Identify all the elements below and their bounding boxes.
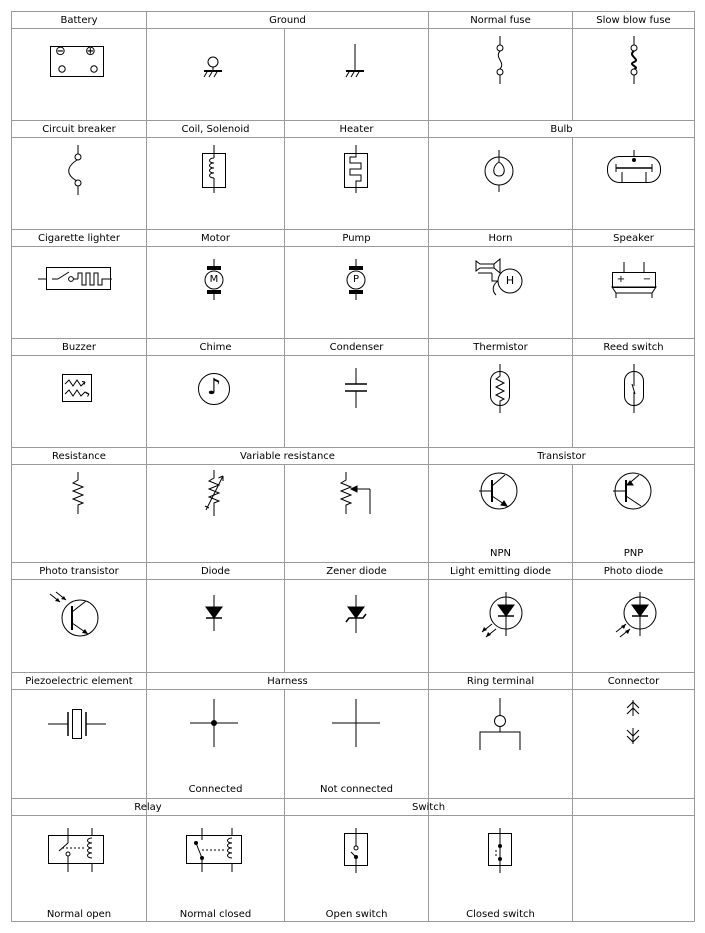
bulb-double-symbol — [604, 148, 664, 192]
ground-earth-symbol — [340, 42, 370, 82]
header-horn: Horn — [488, 233, 513, 244]
open-switch-symbol — [341, 826, 371, 876]
caption-normal-open: Normal open — [46, 909, 112, 920]
header-cigarette-lighter: Cigarette lighter — [38, 233, 120, 244]
header-zener-diode: Zener diode — [326, 566, 387, 577]
harness-connected-symbol — [189, 698, 239, 748]
header-connector: Connector — [607, 676, 660, 687]
thermistor-symbol — [486, 362, 514, 414]
header-heater: Heater — [339, 124, 374, 135]
zener-diode-symbol — [344, 593, 368, 635]
horn-letter: H — [505, 274, 515, 287]
header-motor: Motor — [201, 233, 230, 244]
variable-resistance-symbol — [202, 468, 228, 518]
bulb-single-symbol — [482, 148, 516, 194]
header-switch: Switch — [411, 802, 446, 813]
header-photo-transistor: Photo transistor — [39, 566, 119, 577]
battery-minus-icon: ⊖ — [55, 44, 66, 59]
harness-not-connected-symbol — [331, 698, 381, 748]
caption-closed-switch: Closed switch — [466, 909, 535, 920]
slow-blow-fuse-symbol — [622, 34, 646, 86]
header-photo-diode: Photo diode — [603, 566, 664, 577]
caption-connected: Connected — [188, 784, 243, 795]
ring-terminal-symbol — [477, 696, 523, 752]
header-buzzer: Buzzer — [62, 342, 96, 353]
connector-symbol — [623, 698, 643, 748]
photo-diode-symbol — [610, 592, 662, 640]
battery-plus-icon: ⊕ — [85, 44, 96, 59]
coil-solenoid-symbol — [199, 143, 229, 195]
relay-normal-closed-symbol — [184, 826, 246, 876]
header-battery: Battery — [60, 15, 98, 26]
caption-not-connected: Not connected — [319, 784, 394, 795]
closed-switch-symbol — [485, 826, 515, 876]
header-harness: Harness — [267, 676, 308, 687]
cigarette-lighter-symbol — [38, 264, 114, 292]
header-diode: Diode — [200, 566, 231, 577]
speaker-minus: − — [642, 274, 652, 285]
pump-letter: P — [352, 274, 360, 285]
battery-terminals — [48, 60, 108, 80]
header-ground: Ground — [269, 15, 306, 26]
header-resistance: Resistance — [52, 451, 106, 462]
condenser-symbol — [342, 366, 370, 410]
caption-normal-closed: Normal closed — [179, 909, 252, 920]
npn-transistor-symbol — [477, 470, 523, 512]
piezoelectric-symbol — [46, 706, 108, 742]
caption-pnp: PNP — [623, 548, 644, 559]
header-circuit-breaker: Circuit breaker — [42, 124, 116, 135]
header-chime: Chime — [199, 342, 232, 353]
motor-letter: M — [209, 274, 219, 285]
header-piezoelectric: Piezoelectric element — [25, 676, 133, 687]
header-coil-solenoid: Coil, Solenoid — [181, 124, 250, 135]
buzzer-symbol — [60, 372, 96, 404]
header-thermistor: Thermistor — [473, 342, 528, 353]
header-relay: Relay — [134, 802, 162, 813]
relay-normal-open-symbol — [46, 826, 108, 876]
speaker-plus: + — [616, 274, 626, 285]
header-reed-switch: Reed switch — [603, 342, 664, 353]
circuit-breaker-symbol — [66, 143, 90, 197]
header-ring-terminal: Ring terminal — [466, 676, 535, 687]
photo-transistor-symbol — [48, 590, 104, 640]
header-pump: Pump — [342, 233, 371, 244]
ground-chassis-symbol — [198, 55, 228, 83]
header-bulb: Bulb — [550, 124, 573, 135]
caption-npn: NPN — [490, 548, 511, 559]
led-symbol — [476, 592, 528, 640]
caption-open-switch: Open switch — [325, 909, 388, 920]
header-condenser: Condenser — [329, 342, 384, 353]
header-slow-blow-fuse: Slow blow fuse — [596, 15, 671, 26]
header-transistor: Transistor — [537, 451, 586, 462]
heater-symbol — [341, 143, 371, 195]
diode-symbol — [203, 593, 225, 633]
resistance-symbol — [66, 470, 90, 516]
normal-fuse-symbol — [488, 34, 512, 86]
potentiometer-symbol — [336, 470, 376, 516]
chime-note-icon: ♪ — [206, 375, 222, 400]
header-variable-resistance: Variable resistance — [240, 451, 335, 462]
pnp-transistor-symbol — [611, 470, 657, 512]
header-speaker: Speaker — [613, 233, 654, 244]
header-normal-fuse: Normal fuse — [470, 15, 531, 26]
reed-switch-symbol — [620, 362, 648, 414]
header-led: Light emitting diode — [449, 566, 552, 577]
